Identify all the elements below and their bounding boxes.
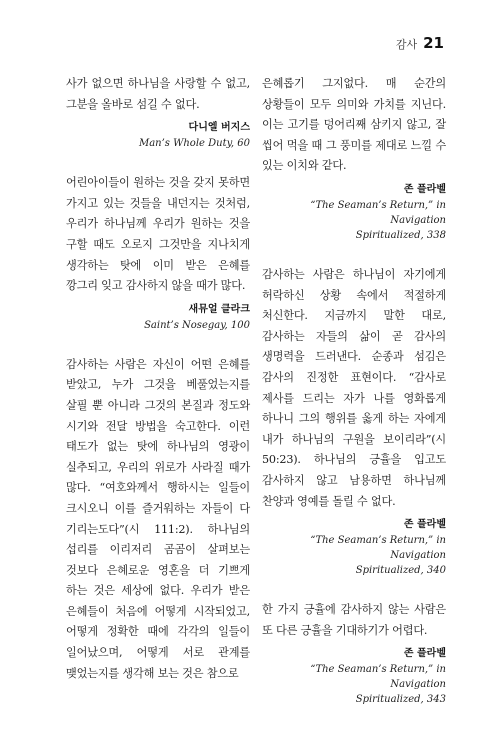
quote-text: 감사하는 사람은 자신이 어떤 은혜를 받았고, 누가 그것을 베풀었는지를 살필 뿐 아니라 그것의 본질과 정도와 시기와 전달 방법을 숙고한다. 이런 태도가 없는 탓에 하나님의 영광이 실추되고, 우리의 위로가 사라질 때가 많다. “여호와께서 행하시는 일들이 크시오니 이를 즐거워하는 자들이 다 기리는도다”(시 111:2). 하나님의 섭리를 이리저리 곰곰이 살펴보는 것보다 은혜로운 영혼을 더 기쁘게 하는 것은 세상에 없다. 우리가 받은 은혜들이 처음에 어떻게 시작되었고, 어떻게 정확한 때에 각각의 일들이 일어났으며, 어떻게 서로 관계를 맺었는지를 생각해 보는 것은 참으로	[66, 357, 250, 680]
quote-text: 한 가지 긍휼에 감사하지 않는 사람은 또 다른 긍휼을 기대하기가 어렵다.	[262, 603, 446, 637]
quote-source-line: “The Seaman’s Return,” in Navigation	[310, 199, 446, 226]
quote-author: 존 플라벨	[403, 648, 446, 660]
quote-block	[262, 265, 446, 578]
quote-text: 어린아이들이 원하는 것을 갖지 못하면 가지고 있는 것들을 내던지는 것처럼, 우리가 하나님께 우리가 원하는 것을 구할 때도 오로지 그것만을 지나치게 생각하는 탓에 이미 받은 은혜를 깡그리 잊고 감사하지 않을 때가 많다.	[66, 176, 250, 293]
quote-block	[66, 74, 250, 151]
quote-source	[262, 198, 446, 243]
quote-source-line: “The Seaman’s Return,” in Navigation	[310, 535, 446, 562]
quote-author: 다니엘 버지스	[188, 122, 250, 134]
quote-source: Saint’s Nosegay, 100	[144, 319, 250, 331]
quote-source-line: Spiritualized, 340	[355, 565, 446, 577]
quote-source	[262, 662, 446, 707]
running-header	[396, 34, 444, 52]
quote-author: 새뮤얼 클라크	[188, 303, 250, 315]
right-column	[262, 74, 446, 721]
quote-source-line: Spiritualized, 338	[355, 229, 446, 241]
page-number: 21	[423, 34, 444, 52]
quote-source	[262, 533, 446, 578]
quote-text: 감사하는 사람은 하나님이 자기에게 허락하신 상황 속에서 적절하게 처신한다. 지금까지 말한 대로, 감사하는 자들의 삶이 곧 감사의 생명력을 드러낸다. 순종과 섬김은 감사의 진정한 표현이다. “감사로 제사를 드리는 자가 나를 영화롭게 하나니 그의 행위를 옳게 하는 자에게 내가 하나님의 구원을 보이리라”(시 50:23). 하나님의 긍휼을 입고도 감사하지 않고 남용하면 하나님께 찬양과 영예를 돌릴 수 없다.	[262, 267, 446, 508]
left-column	[66, 74, 250, 698]
quote-source-line: “The Seaman’s Return,” in Navigation	[310, 664, 446, 691]
quote-text: 은혜롭기 그지없다. 매 순간의 상황들이 모두 의미와 가치를 지닌다. 이는 고기를 덩어리째 삼키지 않고, 잘 씹어 먹을 때 그 풍미를 제대로 느낄 수 있는 이치와 같다.	[262, 77, 446, 173]
running-title: 감사	[395, 38, 418, 51]
quote-block	[66, 355, 250, 685]
quote-block	[66, 173, 250, 333]
quote-source: Man’s Whole Duty, 60	[138, 138, 250, 150]
quote-source-line: Spiritualized, 343	[355, 694, 446, 706]
quote-author: 존 플라벨	[403, 183, 446, 195]
quote-block	[262, 600, 446, 707]
quote-block	[262, 74, 446, 243]
quote-author: 존 플라벨	[403, 519, 446, 531]
quote-text: 사가 없으면 하나님을 사랑할 수 없고, 그분을 올바로 섬길 수 없다.	[66, 77, 250, 111]
